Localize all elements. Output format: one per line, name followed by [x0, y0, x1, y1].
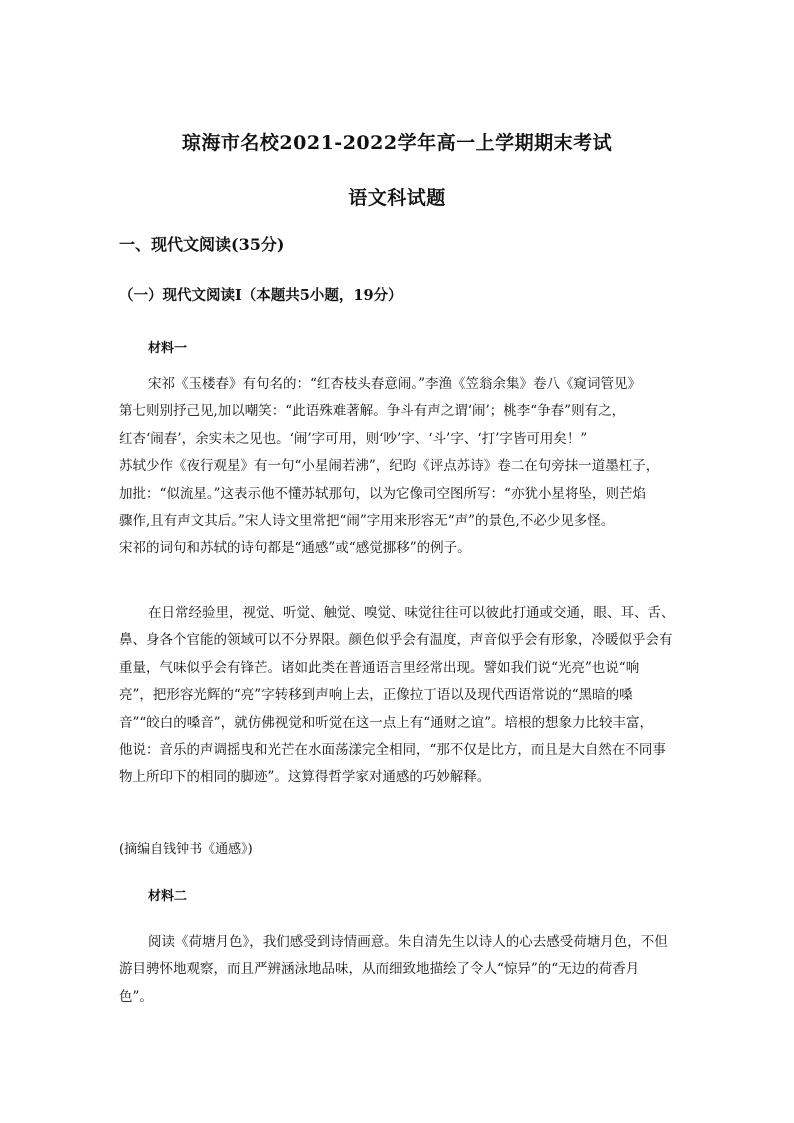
- exam-subtitle: 语文科试题: [348, 187, 446, 209]
- material-2-label: 材料二: [148, 889, 188, 904]
- text-line: 红杏‘闹春’，余实未之见也。‘闹’字可用，则‘吵’字、‘斗’字、‘打’字皆可用矣！”: [119, 430, 588, 447]
- text-line: 第七则别抒己见,加以嘲笑：“此语殊难著解。争斗有声之谓‘闹’；桃李“争春”则有之，: [119, 403, 626, 420]
- material-1-source: (摘编自钱钟书《通感》): [119, 842, 253, 857]
- sub-section-heading: （一）现代文阅读Ⅰ（本题共5小题，19分）: [119, 287, 403, 304]
- material-1-paragraph-1: [119, 371, 679, 563]
- text-line: 阅读《荷塘月色》，我们感受到诗情画意。朱自清先生以诗人的心去感受荷塘月色，不但: [148, 934, 668, 950]
- text-line: 游目骋怀地观察，而且严辨涵泳地品味，从而细致地描绘了令人“惊异”的“无边的荷香月: [119, 961, 640, 978]
- text-line: 骤作,且有声文其后。”宋人诗文里常把“闹”字用来形容无“声”的景色,不必少见多怪。: [119, 513, 615, 530]
- material-1-paragraph-2: [119, 600, 679, 792]
- text-line: 鼻、身各个官能的领域可以不分界限。颜色似乎会有温度，声音似乎会有形象，冷暖似乎会有: [119, 632, 673, 649]
- text-line: 亮”，把形容光辉的“亮”字转移到声响上去，正像拉丁语以及现代西语常说的“黑暗的嗓: [119, 687, 633, 704]
- exam-title: 琼海市名校2021-2022学年高一上学期期末考试: [181, 132, 613, 154]
- text-line: 加批：“似流星。”这表示他不懂苏轼那句，以为它像司空图所写：“亦犹小星将坠，则芒焰: [119, 485, 646, 502]
- text-line: 他说：音乐的声调摇曳和光芒在水面荡漾完全相同，“那不仅是比方，而且是大自然在不同事: [119, 742, 666, 759]
- text-line: 物上所印下的相同的脚迹”。这算得哲学家对通感的巧妙解释。: [119, 769, 491, 786]
- text-line: 苏轼少作《夜行观星》有一句“小星闹若沸”，纪昀《评点苏诗》卷二在句旁抹一道墨杠子，: [119, 458, 660, 475]
- text-line: 宋祁《玉楼春》有句名的：“红杏枝头春意闹。”李渔《笠翁余集》卷八《窥词管见》: [148, 376, 642, 392]
- text-line: 色”。: [119, 988, 153, 1005]
- text-line: 音”“皎白的嗓音”，就仿佛视觉和听觉在这一点上有“通财之谊”。培根的想象力比较丰富，: [119, 714, 654, 731]
- text-line: 在日常经验里，视觉、听觉、触觉、嗅觉、味觉往往可以彼此打通或交通，眼、耳、舌、: [148, 605, 675, 621]
- text-line: 重量，气味似乎会有锋芒。诸如此类在普通语言里经常出现。譬如我们说“光亮”也说“响: [119, 659, 640, 676]
- material-2-paragraph-1: [119, 929, 679, 1011]
- material-1-label: 材料一: [148, 341, 188, 356]
- text-line: 宋祁的词句和苏轼的诗句都是“通感”或“感觉挪移”的例子。: [119, 540, 471, 557]
- section-heading: 一、现代文阅读(35分): [119, 235, 285, 254]
